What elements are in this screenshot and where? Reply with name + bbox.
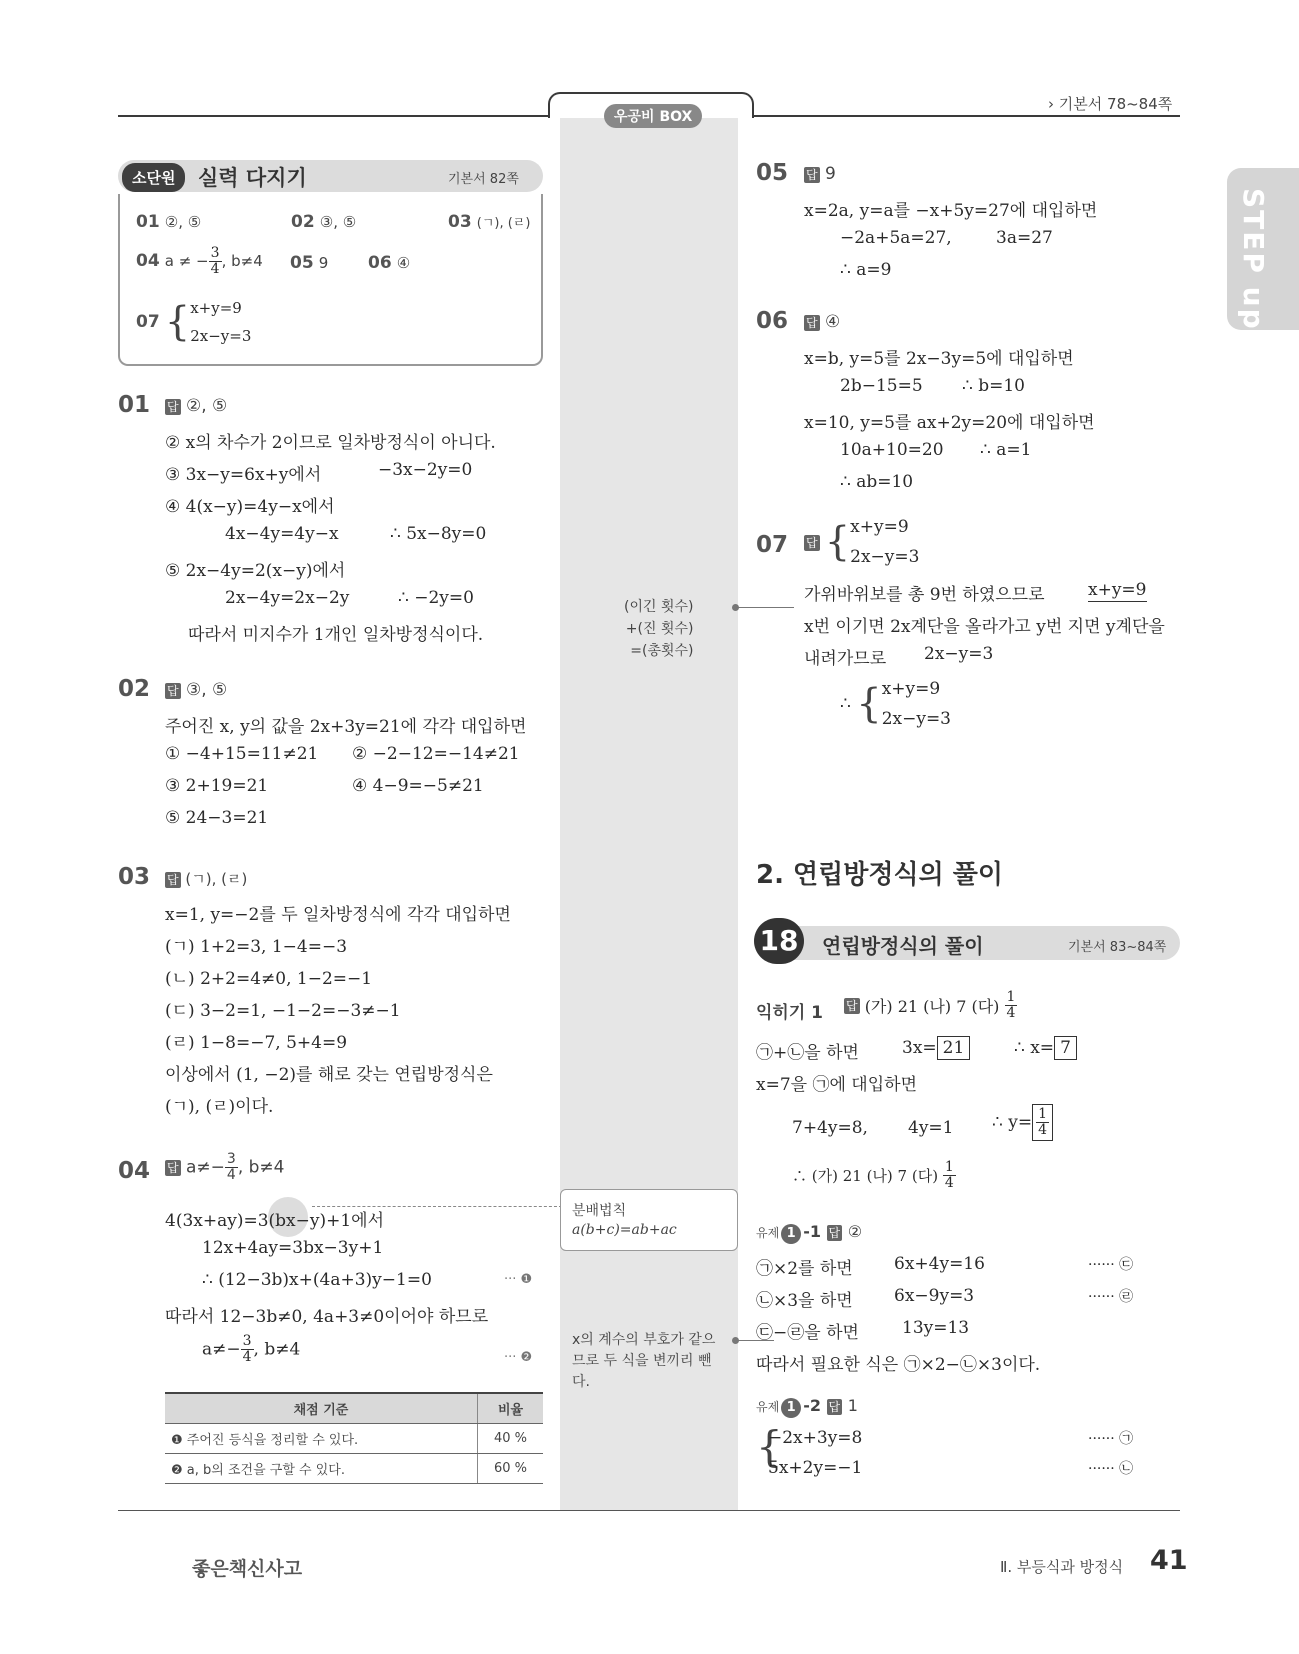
chevron-right-icon: › — [1048, 95, 1054, 113]
q07-line: 2x−y=3 — [924, 644, 994, 664]
q02-line: ② −2−12=−14≠21 — [352, 744, 520, 764]
answer-05: 답 9 — [806, 164, 836, 184]
q02-line: ① −4+15=11≠21 — [165, 744, 319, 764]
question-number-01: 01 — [118, 392, 151, 418]
q06-line: x=b, y=5를 2x−3y=5에 대입하면 — [804, 349, 1074, 369]
example-row: ······ ㉡ — [1088, 1461, 1134, 1477]
q03-line: 이상에서 (1, −2)를 해로 갖는 연립방정식은 — [165, 1065, 493, 1085]
q05-line: ∴ a=9 — [840, 260, 892, 280]
q07-line: x번 이기면 2x계단을 올라가고 y번 지면 y계단을 — [804, 617, 1165, 637]
answer-02: 답 ③, ⑤ — [167, 680, 228, 700]
example-row: ······ ㉠ — [1088, 1431, 1134, 1447]
q03-line: (ㄷ) 3−2=1, −1−2=−3≠−1 — [165, 1001, 401, 1021]
example-row: −2x+3y=8 — [768, 1428, 863, 1448]
section-page-ref: 기본서 82쪽 — [448, 172, 519, 187]
q01-line: ④ 4(x−y)=4y−x에서 — [165, 497, 335, 517]
example-row: 6x+4y=16 — [894, 1254, 985, 1274]
answer-mark-icon: 답 — [806, 316, 818, 330]
q01-line: ∴ 5x−8y=0 — [390, 524, 487, 544]
q06-line: ∴ ab=10 — [840, 472, 914, 492]
practice-line: ㉠+㉡을 하면 — [756, 1043, 859, 1063]
example-row: ㉡×3을 하면 — [756, 1291, 853, 1311]
example-row: ㉠×2를 하면 — [756, 1259, 853, 1279]
q05-line: 3a=27 — [996, 228, 1053, 248]
answer-03: 답 (ㄱ), (ㄹ) — [167, 870, 248, 888]
example-1-1-label: 유제 1 -1 답 ② — [756, 1222, 862, 1244]
question-number-03: 03 — [118, 864, 151, 890]
answer-01: 답 ②, ⑤ — [167, 396, 228, 416]
subsection-title: 연립방정식의 풀이 — [822, 934, 984, 958]
example-row: 13y=13 — [902, 1318, 970, 1338]
q03-line: (ㄴ) 2+2=4≠0, 1−2=−1 — [165, 969, 373, 989]
example-row: ······ ㉢ — [1088, 1257, 1134, 1273]
section-tag: 소단원 — [122, 163, 185, 192]
answer-mark-icon: 답 — [167, 684, 179, 698]
example-brace: { — [756, 1422, 783, 1471]
q07-line: 내려가므로 — [804, 649, 887, 669]
distribution-note-title: 분배법칙 — [572, 1203, 627, 1219]
grading-table — [165, 1392, 543, 1484]
question-number-07: 07 — [756, 532, 789, 558]
section2-title: 2. 연립방정식의 풀이 — [756, 860, 1003, 890]
practice-line: 4y=1 — [908, 1118, 954, 1138]
grading-header-rate: 비율 — [478, 1393, 544, 1424]
q06-line: ∴ a=1 — [980, 440, 1032, 460]
step-marker-2: ··· ❷ — [504, 1350, 533, 1365]
section-title: 실력 다지기 — [198, 166, 307, 190]
chapter-title: Ⅱ. 부등식과 방정식 — [1000, 1558, 1124, 1576]
side-note-column — [560, 108, 738, 1510]
q07-line: x+y=9 — [1088, 580, 1147, 600]
grading-rate: 60 % — [478, 1454, 544, 1484]
step-marker-1: ··· ❶ — [504, 1272, 533, 1287]
answer-mark-icon: 답 — [806, 535, 818, 550]
grading-criteria: ❷ a, b의 조건을 구할 수 있다. — [165, 1454, 478, 1484]
practice-line: ∴ y= $\frac{1}{4}$ — [992, 1104, 1053, 1141]
q04-line: 12x+4ay=3bx−3y+1 — [202, 1238, 384, 1258]
example-1-2-label: 유제 1 -2 답 1 — [756, 1396, 858, 1418]
subsection-page-ref: 기본서 83~84쪽 — [1068, 940, 1167, 955]
example-row: 5x+2y=−1 — [768, 1458, 863, 1478]
example-row: 6x−9y=3 — [894, 1286, 975, 1306]
publisher-logo: 좋은책신사고 — [192, 1558, 303, 1580]
question-number-04: 04 — [118, 1158, 151, 1184]
q02-line: ⑤ 24−3=21 — [165, 808, 269, 828]
step-up-label: STEP up — [1237, 188, 1270, 331]
page-number: 41 — [1150, 1545, 1188, 1576]
q07-final: ∴ { x+y=9 2x−y=3 — [840, 679, 951, 729]
box-label: 우공비 BOX — [604, 104, 702, 128]
answer-04: 답 a≠− $\frac{3}{4}$ , b≠4 — [167, 1151, 285, 1183]
q06-line: 2b−15=5 — [840, 376, 923, 396]
answer-mark-icon: 답 — [846, 999, 858, 1013]
answer-mark-icon: 답 — [167, 873, 179, 887]
q03-line: (ㄱ), (ㄹ)이다. — [165, 1097, 274, 1117]
dashed-leader — [312, 1206, 562, 1207]
summary-answer-05: 05 9 — [290, 253, 329, 273]
q04-final: a≠− $\frac{3}{4}$ , b≠4 — [202, 1333, 301, 1365]
summary-answer-02: 02 ③, ⑤ — [291, 212, 357, 232]
summary-answer-03: 03 (ㄱ), (ㄹ) — [448, 212, 531, 232]
grading-header-criteria: 채점 기준 — [165, 1393, 478, 1424]
q06-line: ∴ b=10 — [962, 376, 1025, 396]
sign-note: x의 계수의 부호가 같으 므로 두 식을 변끼리 뺀 다. — [572, 1332, 716, 1390]
q04-line: 4(3x+ay)=3(bx−y)+1에서 — [165, 1211, 385, 1231]
answer-mark-icon: 답 — [806, 168, 818, 182]
q02-line: ③ 2+19=21 — [165, 776, 269, 796]
q03-line: x=1, y=−2를 두 일차방정식에 각각 대입하면 — [165, 905, 511, 925]
practice-line: ∴ x= 7 — [1014, 1036, 1077, 1060]
answer-mark-icon: 답 — [167, 400, 179, 414]
answer-mark-icon: 답 — [828, 1226, 841, 1240]
example-row: ······ ㉣ — [1088, 1289, 1134, 1305]
q01-line: −3x−2y=0 — [378, 460, 473, 480]
answer-07: 답 { x+y=9 2x−y=3 — [806, 517, 920, 567]
count-note: (이긴 횟수) +(진 횟수) =(총횟수) — [624, 599, 694, 659]
q01-line: ∴ −2y=0 — [398, 588, 474, 608]
answer-mark-icon: 답 — [828, 1400, 841, 1414]
answer-06: 답 ④ — [806, 312, 841, 332]
question-number-05: 05 — [756, 160, 789, 186]
book-page-ref: › 기본서 78~84쪽 — [1048, 95, 1173, 113]
q01-line: ⑤ 2x−4y=2(x−y)에서 — [165, 561, 346, 581]
bottom-rule — [118, 1510, 1180, 1511]
question-number-02: 02 — [118, 676, 151, 702]
practice-label: 익히기 1 — [756, 1003, 824, 1023]
q01-line: ③ 3x−y=6x+y에서 — [165, 465, 322, 485]
summary-answer-07: 07 { x+y=9 2x−y=3 — [136, 299, 252, 345]
practice-line: x=7을 ㉠에 대입하면 — [756, 1075, 917, 1095]
q07-line: 가위바위보를 총 9번 하였으므로 — [804, 585, 1045, 605]
q06-line: 10a+10=20 — [840, 440, 944, 460]
q03-line: (ㄱ) 1+2=3, 1−4=−3 — [165, 937, 348, 957]
q04-line: ∴ (12−3b)x+(4a+3)y−1=0 — [202, 1270, 432, 1290]
grading-criteria: ❶ 주어진 등식을 정리할 수 있다. — [165, 1424, 478, 1454]
q05-line: x=2a, y=a를 −x+5y=27에 대입하면 — [804, 201, 1098, 221]
q06-line: x=10, y=5를 ax+2y=20에 대입하면 — [804, 413, 1095, 433]
section-summary-box — [118, 160, 543, 366]
example-conclusion: 따라서 필요한 식은 ㉠×2−㉡×3이다. — [756, 1355, 1041, 1375]
q01-line: 따라서 미지수가 1개인 일차방정식이다. — [188, 625, 484, 645]
summary-answer-01: 01 ②, ⑤ — [136, 212, 202, 232]
q01-line: 2x−4y=2x−2y — [225, 588, 350, 608]
grading-rate: 40 % — [478, 1424, 544, 1454]
summary-answer-04: 04 a ≠ − $\frac{3}{4}$ , b≠4 — [136, 245, 263, 277]
q04-line: 따라서 12−3b≠0, 4a+3≠0이어야 하므로 — [165, 1307, 489, 1327]
practice-line: ∴ (가) 21 (나) 7 (다) $\frac{1}{4}$ — [792, 1159, 954, 1191]
distribution-note-rule: a(b+c)=ab+ac — [572, 1222, 677, 1238]
subsection-badge: 18 — [754, 918, 804, 964]
q05-line: −2a+5a=27, — [840, 228, 952, 248]
note-connector-line — [738, 607, 794, 608]
practice-line: 7+4y=8, — [792, 1118, 868, 1138]
q02-line: ④ 4−9=−5≠21 — [352, 776, 484, 796]
q01-line: 4x−4y=4y−x — [225, 524, 339, 544]
practice-line: 3x= 21 — [902, 1036, 970, 1060]
example-row: ㉢−㉣을 하면 — [756, 1323, 859, 1343]
distribution-note-box — [560, 1189, 738, 1251]
summary-answer-06: 06 ④ — [368, 253, 411, 273]
q01-line: ② x의 차수가 2이므로 일차방정식이 아니다. — [165, 433, 496, 453]
question-number-06: 06 — [756, 308, 789, 334]
practice-answer: 답 (가) 21 (나) 7 (다) $\frac{1}{4}$ — [846, 989, 1016, 1021]
q03-line: (ㄹ) 1−8=−7, 5+4=9 — [165, 1033, 348, 1053]
answer-mark-icon: 답 — [167, 1161, 179, 1175]
q02-line: 주어진 x, y의 값을 2x+3y=21에 각각 대입하면 — [165, 717, 527, 737]
